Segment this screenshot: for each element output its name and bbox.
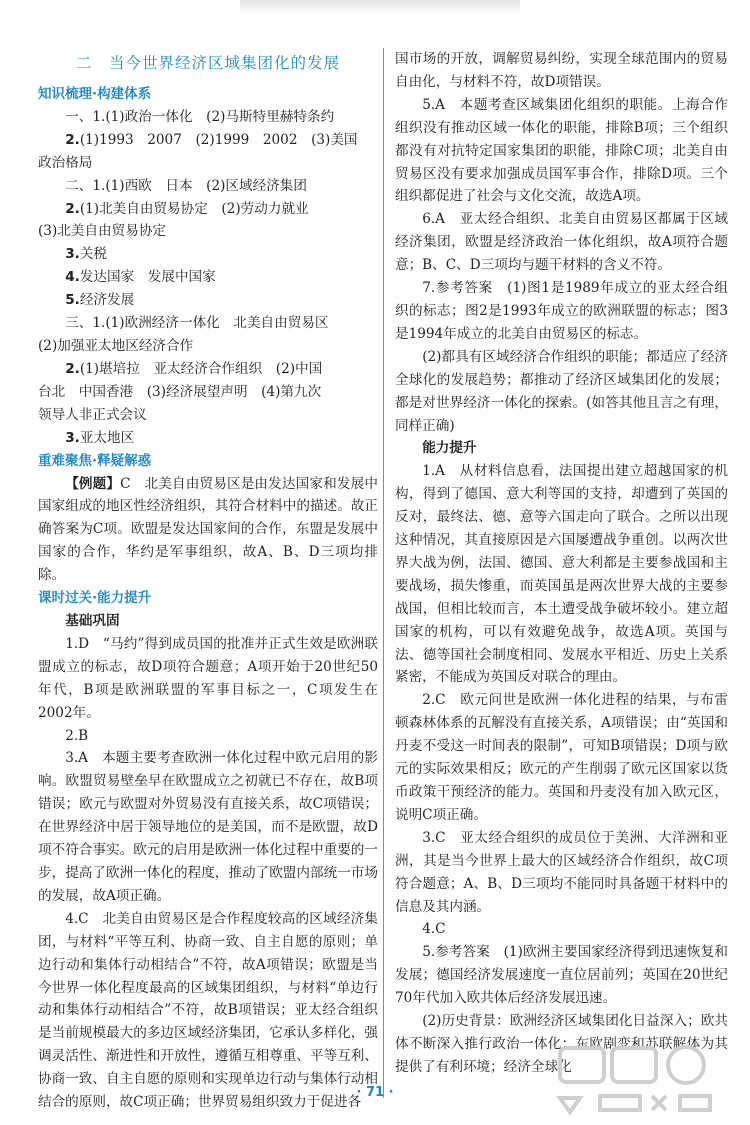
answer-5: 5.A 本题考查区域集团化组织的职能。上海合作组织没有推动区域一体化的职能，排除B项；三个组织都没有对抗特定国家集团的职能，排除C项；北美自由贸易区没有要求加强成员国军事合作，排除D项。三个组织都促进了社会与文化交流，故选A项。: [395, 96, 728, 205]
knowledge-line-9-cont: 台北 中国香港 (3)经济展望声明 (4)第九次: [38, 383, 322, 400]
item-number: 2.: [65, 131, 80, 148]
item-number: 2.: [65, 360, 80, 377]
knowledge-line-9: 2.(1)堪培拉 亚太经济合作组织 (2)中国: [65, 360, 323, 377]
knowledge-line-9-cont2: 领导人非正式会议: [38, 406, 147, 423]
answer-3: 3.A 本题主要考查欧洲一体化过程中欧元启用的影响。欧盟贸易壁垒早在欧盟成立之初就已不存在，故B项错误；欧元与欧盟对外贸易没有直接关系，故C项错误；在世界经济中居于领导地位的是美国，而不是欧盟，故D项不符合事实。欧元的启用是欧洲一体化过程中重要的一步，提高了欧洲一体化的程度，推动了欧盟内部统一市场的发展，故A项正确。: [38, 750, 378, 904]
advanced-answer-2: 2.C 欧元问世是欧洲一体化进程的结果，与布雷顿森林体系的瓦解没有直接关系，A项错误；由“英国和丹麦不受这一时间表的限制”，可知B项错误；D项与欧元的实际效果相反；欧元的产生削弱了欧元区国家以货币政策干预经济的能力。英国和丹麦没有加入欧元区，说明C项正确。: [395, 692, 728, 823]
knowledge-line-5: 3.关税: [65, 246, 107, 263]
knowledge-line-8-cont: (2)加强亚太地区经济合作: [38, 337, 194, 354]
advanced-answer-5b: (2)历史背景：欧洲经济区域集团化日益深入；欧共体不断深入推行政治一体化；东欧剧变和苏联解体为其提供了有利环境；经济全球化: [395, 1013, 728, 1075]
advanced-answer-5a: 5.参考答案 (1)欧洲主要国家经济得到迅速恢复和发展；德国经济发展速度一直位居前列；英国在20世纪70年代加入欧共体后经济发展迅速。: [395, 944, 728, 1007]
answer-7a: 7.参考答案 (1)图1是1989年成立的亚太经合组织的标志；图2是1993年成立的欧洲联盟的标志；图3是1994年成立的北美自由贸易区的标志。: [395, 280, 728, 342]
answer-6: 6.A 亚太经合组织、北美自由贸易区都属于区域经济集团，欧盟是经济政治一体化组织，故A项符合题意；B、C、D三项均与题干材料的含义不符。: [395, 211, 728, 274]
heading-focus: 重难聚焦·释疑解惑: [38, 452, 152, 469]
answer-2: 2.B: [65, 727, 89, 744]
answer-1: 1.D “马约”得到成员国的批准并正式生效是欧洲联盟成立的标志，故D项符合题意；A项开始于20世纪50年代，B项是欧洲联盟的军事目标之一，C项发生在2002年。: [38, 635, 378, 721]
watermark-logo: [540, 1040, 740, 1120]
heading-knowledge: 知识梳理·构建体系: [38, 85, 152, 102]
knowledge-line-6: 4.发达国家 发展中国家: [65, 269, 216, 286]
knowledge-line-8: 三、1.(1)欧洲经济一体化 北美自由贸易区: [65, 315, 329, 332]
heading-practice: 课时过关·能力提升: [38, 590, 152, 607]
subheading-advanced: 能力提升: [422, 440, 477, 457]
knowledge-line-2-cont: 政治格局: [38, 154, 93, 171]
item-number: 3.: [65, 246, 80, 263]
answer-7b: (2)都具有区域经济合作组织的职能；都适应了经济全球化的发展趋势；都推动了经济区域集团化的发展；都是对世界经济一体化的探索。(如答其他且言之有理，同样正确): [395, 348, 728, 434]
column-divider: [383, 48, 384, 1098]
knowledge-line-4: 2.(1)北美自由贸易协定 (2)劳动力就业: [65, 200, 309, 217]
scan-top-smudge: [240, 0, 520, 14]
advanced-answer-1: 1.A 从材料信息看，法国提出建立超越国家的机构，得到了德国、意大利等国的支持，却遭到了英国的反对，最终法、德、意等六国走向了联合。之所以出现这种情况，其直接原因是六国屡遭战争重创。以两次世界大战为例，法国、德国、意大利都是主要参战国和主要战场，损失惨重，而英国虽是两次世界大战的主要参战国，但相比较而言，本土遭受战争破坏较小。建立超国家的机构，可以有效避免战争，故选A项。英国与法、德等国社会制度相同、发展水平相近、历史上关系紧密，不能成为英国反对联合的理由。: [395, 463, 728, 686]
answer-4-cont: 国市场的开放，调解贸易纠纷，实现全球范围内的贸易自由化，与材料不符，故D项错误。: [395, 51, 728, 90]
page-number: · 71 ·: [356, 1085, 394, 1100]
right-column: [395, 48, 728, 1079]
item-number: 4.: [65, 269, 80, 286]
item-number: 3.: [65, 429, 80, 446]
answer-4: 4.C 北美自由贸易区是合作程度较高的区域经济集团，与材料“平等互利、协商一致、自主自愿的原则；单边行动和集体行动相结合”不符，故A项错误；欧盟是当今世界一体化程度最高的区域集团组织，与材料“单边行动和集体行动相结合”不符，故B项错误；亚太经合组织是当前规模最大的多边区域经济集团，它承认多样化，强调灵活性、渐进性和开放性，遵循互相尊重、平等互利、协商一致、自主自愿的原则和实现单边行动与集体行动相结合的原则，故C项正确；世界贸易组织致力于促进各: [38, 910, 378, 1111]
advanced-answer-4: 4.C: [422, 921, 446, 938]
section-title: 二 当今世界经济区域集团化的发展: [75, 54, 340, 72]
knowledge-line-1: 一、1.(1)政治一体化 (2)马斯特里赫特条约: [65, 108, 335, 125]
example-paragraph: 【例题】C 北美自由贸易区是由发达国家和发展中国家组成的地区性经济组织，其符合材料中的描述。故正确答案为C项。欧盟是发达国家间的合作，东盟是发展中国家的合作，华约是军事组织，故A、B、D三项均排除。: [38, 475, 378, 584]
left-column: [38, 40, 378, 1114]
item-number: 5.: [65, 292, 80, 309]
knowledge-line-7: 5.经济发展: [65, 292, 135, 309]
advanced-answer-3: 3.C 亚太经合组织的成员位于美洲、大洋洲和亚洲，其是当今世界上最大的区域经济合作组织，故C项符合题意；A、B、D三项均不能同时具备题干材料中的信息及其内涵。: [395, 829, 728, 915]
example-label: 【例题】: [65, 475, 121, 492]
knowledge-line-4-cont: (3)北美自由贸易协定: [38, 223, 167, 240]
item-number: 2.: [65, 200, 80, 217]
knowledge-line-3: 二、1.(1)西欧 日本 (2)区域经济集团: [65, 177, 307, 194]
watermark-logo-icon: [540, 1040, 740, 1120]
knowledge-line-10: 3.亚太地区: [65, 429, 135, 446]
knowledge-line-2: 2.(1)1993 2007 (2)1999 2002 (3)美国: [65, 131, 358, 148]
subheading-basic: 基础巩固: [65, 613, 120, 630]
